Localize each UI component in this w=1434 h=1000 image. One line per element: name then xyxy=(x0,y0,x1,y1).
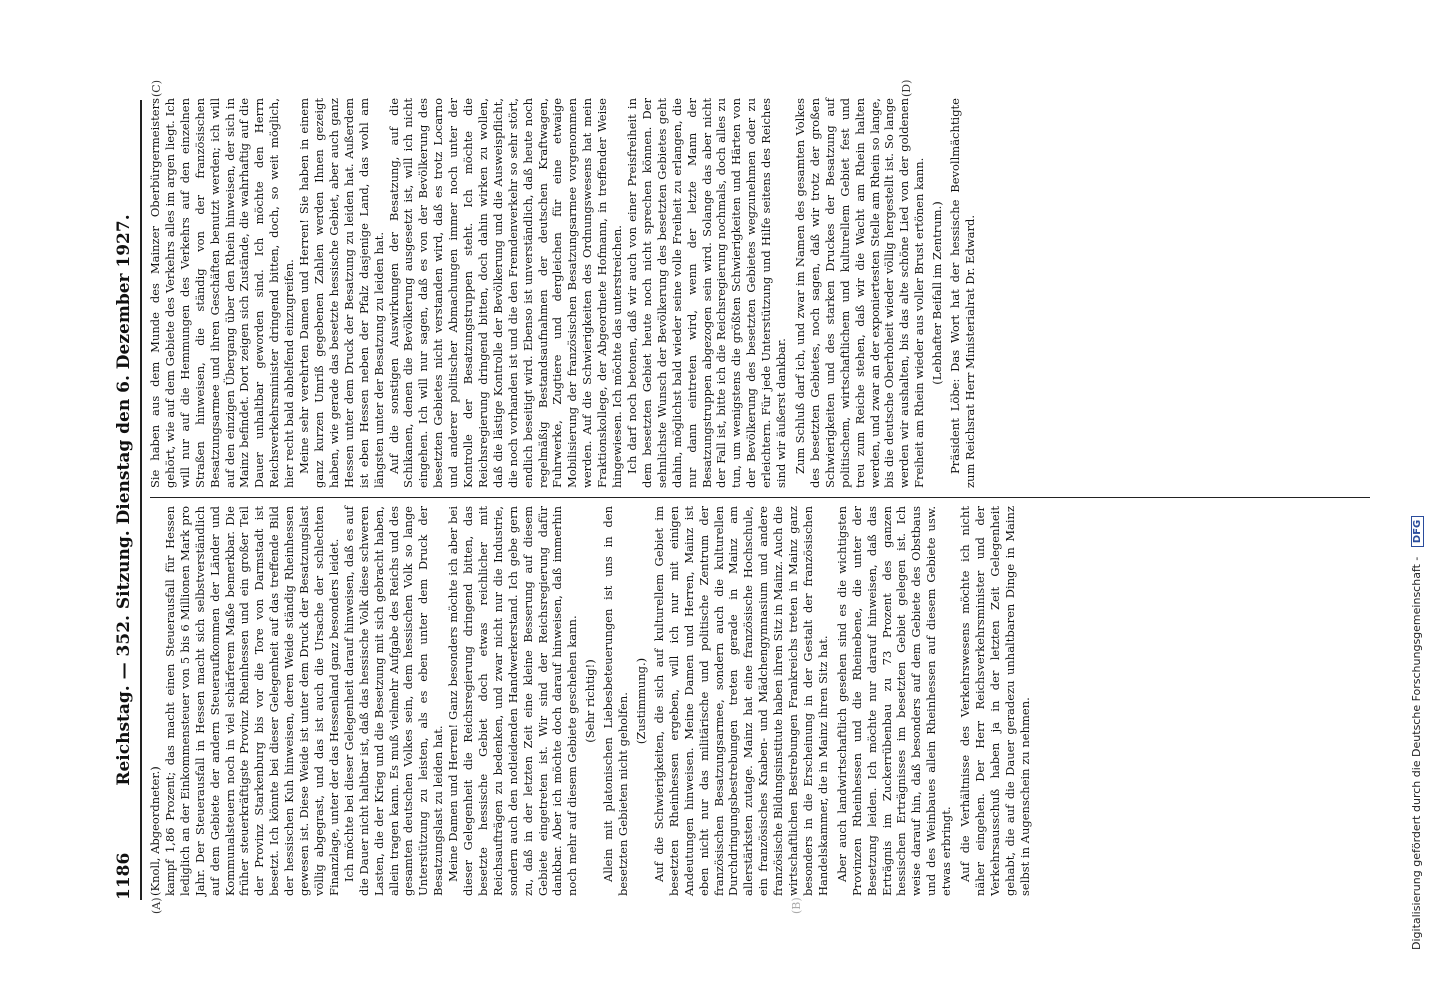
interjection: (Zustimmung.) xyxy=(634,657,648,745)
margin-mark-c: (C) xyxy=(150,80,163,97)
dfg-logo: DFG xyxy=(1411,516,1424,547)
paragraph: Aber auch landwirtschaftlich gesehen sind es die wichtigsten Provinzen Rheinhessen und die Rheinebene, die unter der Besetzung leiden. Ich möchte nur darauf hinweisen, daß das Erträgnis im Zuckerrübenbau zu 73 Prozent des ganzen hessischen Erträgnisses im besetzten Gebiet gelegen ist. Ich weise darauf hin, daß besonders auf dem Gebiete des Obstbaus und des Weinbaues allein Rheinhessen auf diesem Gebiete usw. etwas erbringt. xyxy=(834,506,954,896)
page-header xyxy=(108,100,138,900)
paragraph: Allein mit platonischen Liebesbeteuerungen ist uns in den besetzten Gebieten nicht geholfen. xyxy=(601,506,631,896)
column-divider xyxy=(150,497,1370,498)
interjection: (Sehr richtig!) xyxy=(583,659,598,743)
right-column xyxy=(148,98,978,488)
margin-mark-a: (A) xyxy=(150,897,163,914)
paragraph: Präsident Löbe: Das Wort hat der hessische Bevollmächtigte zum Reichsrat Herr Ministerialrat Dr. Edward. xyxy=(948,98,977,488)
paragraph: Meine Damen und Herren! Ganz besonders möchte ich aber bei dieser Gelegenheit die Reichsregierung dringend bitten, das besetzte hessische Gebiet doch etwas reichlicher mit Reichsaufträgen zu bedenken, und zwar nicht nur die Industrie, sondern auch den notleidenden Handwerkerstand. Ich gebe gern zu, daß in der letzten Zeit eine kleine Besserung auf diesem Gebiete eingetreten ist. Wir sind der Reichsregierung dafür dankbar. Aber ich möchte doch darauf hinweisen, daß immerhin noch mehr auf diesem Gebiete geschehen kann. xyxy=(446,506,580,896)
paragraph: Auf die Verhältnisse des Verkehrswesens möchte ich nicht näher eingehen. Der Herr Reichsverkehrsminister und der Verkehrsausschuß haben ja in der letzten Zeit Gelegenheit gehabt, die auf die Dauer geradezu unhaltbaren Dinge in Mainz selbst in Augenschein zu nehmen. xyxy=(958,506,1032,896)
margin-mark-b: (B) xyxy=(790,897,803,914)
paragraph: kampf 1,86 Prozent; das macht einen Steuerausfall für Hessen lediglich an der Einkommensteuer von 5 bis 6 Millionen Mark pro Jahr. Der Steuerausfall in Hessen macht sich selbstverständlich auf dem Gebiete der andern Steueraufkommen der Länder und Kommunalsteuern noch in viel schärferem Maße bemerkbar. Die früher steuerkräftigste Provinz Rheinhessen und ein großer Teil der Provinz Starkenburg bis vor die Tore von Darmstadt ist besetzt. Ich könnte bei dieser Gelegenheit auf das treffende Bild der hessischen Kuh hinweisen, deren Weide ständig Rheinhessen gewesen ist. Diese Weide ist unter dem Druck der Besatzungslast völlig abgegrast, und das ist auch die Ursache der schlechten Finanzlage, unter der das Hessenland ganz besonders leidet. xyxy=(162,506,341,896)
page-title: Reichstag. — 352. Sitzung. Dienstag den 6. Dezember 1927. xyxy=(114,214,134,786)
margin-mark-d: (D) xyxy=(900,79,913,97)
paragraph: Sie haben aus dem Munde des Mainzer Oberbürgermeisters gehört, wie auf dem Gebiete des Verkehrs alles im argen liegt. Ich will nur auf die Hemmungen des Verkehrs auf den einzelnen Straßen hinweisen, die ständig von der französischen Besatzungsarmee und ihren Geschäften benutzt werden; ich will auf den einzigen Übergang über den Rhein hinweisen, der sich in Mainz befindet. Dort zeigen sich Zustände, die wahrhaftig auf die Dauer unhaltbar geworden sind. Ich möchte den Herrn Reichsverkehrsminister dringend bitten, doch, so weit möglich, hier recht bald abhelfend einzugreifen. xyxy=(148,98,297,488)
speaker-line: (Knoll, Abgeordneter.) xyxy=(148,766,162,896)
paragraph: Auf die Schwierigkeiten, die sich auf kulturellem Gebiet im besetzten Rheinhessen ergeben, will ich nur mit einigen Andeutungen hinweisen. Meine Damen und Herren, Mainz ist eben nicht nur das militärische und politische Zentrum der französischen Besatzungsarmee, sondern auch die kulturellen Durchdringungsbestrebungen treten gerade in Mainz am allerstärksten zutage. Mainz hat eine französische Hochschule, ein französisches Knaben- und Mädchengymnasium und andere französische Bildungsinstitute haben ihren Sitz in Mainz. Auch die wirtschaftlichen Bestrebungen Frankreichs treten in Mainz ganz besonders in die Erscheinung in der Gestalt der französischen Handelskammer, die in Mainz ihren Sitz hat. xyxy=(651,506,830,896)
header-rule xyxy=(140,100,142,900)
paragraph: Zum Schluß darf ich, und zwar im Namen des gesamten Volkes des besetzten Gebietes, noch sagen, daß wir trotz der großen Schwierigkeiten und des starken Druckes der Besatzung auf politischem, wirtschaftlichem und kulturellem Gebiet fest und treu zum Reiche stehen, daß wir die Wacht am Rhein halten werden, und zwar an der exponiertesten Stelle am Rhein so lange, bis die deutsche Oberhoheit wieder völlig hergestellt ist. So lange werden wir aushalten, bis das alte schöne Lied von der goldenen Freiheit am Rhein wieder aus voller Brust ertönen kann. xyxy=(792,98,927,488)
paragraph: Ich möchte bei dieser Gelegenheit darauf hinweisen, daß es auf die Dauer nicht haltbar ist, daß das hessische Volk diese schweren Lasten, die der Krieg und die Besetzung mit sich gebracht haben, allein tragen kann. Es muß vielmehr Aufgabe des Reichs und des gesamten deutschen Volkes sein, dem hessischen Volk so lange Unterstützung zu leisten, als es eben unter dem Druck der Besatzungslast zu leiden hat. xyxy=(341,506,446,896)
paragraph: Ich darf noch betonen, daß wir auch von einer Preisfreiheit in dem besetzten Gebiet heute noch nicht sprechen können. Der sehnlichste Wunsch der Bevölkerung des besetzten Gebietes geht dahin, möglichst bald wieder seine volle Freiheit zu erlangen, die nur dann eintreten wird, wenn der letzte Mann der Besatzungstruppen abgezogen sein wird. Solange das aber nicht der Fall ist, bitte ich die Reichsregierung nochmals, doch alles zu tun, um wenigstens die größten Schwierigkeiten und Härten von der Bevölkerung des besetzten Gebietes wegzunehmen oder zu erleichtern. Für jede Unterstützung und Hilfe seitens des Reiches sind wir äußerst dankbar. xyxy=(625,98,789,488)
digitization-footer xyxy=(1410,50,1424,950)
interjection: (Lebhafter Beifall im Zentrum.) xyxy=(930,201,945,385)
paragraph: Meine sehr verehrten Damen und Herren! Sie haben in einem ganz kurzen Umriß gegebenen Zahlen werden Ihnen gezeigt haben, wie gerade das besetzte hessische Gebiet, aber auch ganz Hessen unter dem Druck der Besatzung zu leiden hat. Außerdem ist eben Hessen neben der Pfalz dasjenige Land, das wohl am längsten unter der Besatzung zu leiden hat. xyxy=(297,98,386,488)
page-number: 1186 xyxy=(114,852,134,900)
left-column xyxy=(148,506,1033,896)
paragraph: Auf die sonstigen Auswirkungen der Besatzung, auf die Schikanen, denen die Bevölkerung ausgesetzt ist, will ich nicht eingehen. Ich will nur sagen, daß es von der Bevölkerung des besetzten Gebietes nicht verstanden wird, daß es trotz Locarno und anderer politischer Abmachungen immer noch unter der Kontrolle der Besatzungstruppen steht. Ich möchte die Reichsregierung dringend bitten, doch dahin wirken zu wollen, daß die lästige Kontrolle der Bevölkerung und die Ausweispflicht, die noch vorhanden ist und die den Fremdenverkehr so sehr stört, endlich beseitigt wird. Ebenso ist unverständlich, daß heute noch regelmäßig Bestandsaufnahmen der deutschen Kraftwagen, Fuhrwerke, Zugtiere und dergleichen für eine etwaige Mobilisierung der französischen Besatzungsarmee vorgenommen werden. Auf die Schwierigkeiten des Ordnungswesens hat mein Fraktionskollege, der Abgeordnete Hofmann, in treffender Weise hingewiesen. Ich möchte das unterstreichen. xyxy=(386,98,625,488)
footer-text: Digitalisierung gefördert durch die Deutsche Forschungsgemeinschaft - xyxy=(1410,556,1423,950)
